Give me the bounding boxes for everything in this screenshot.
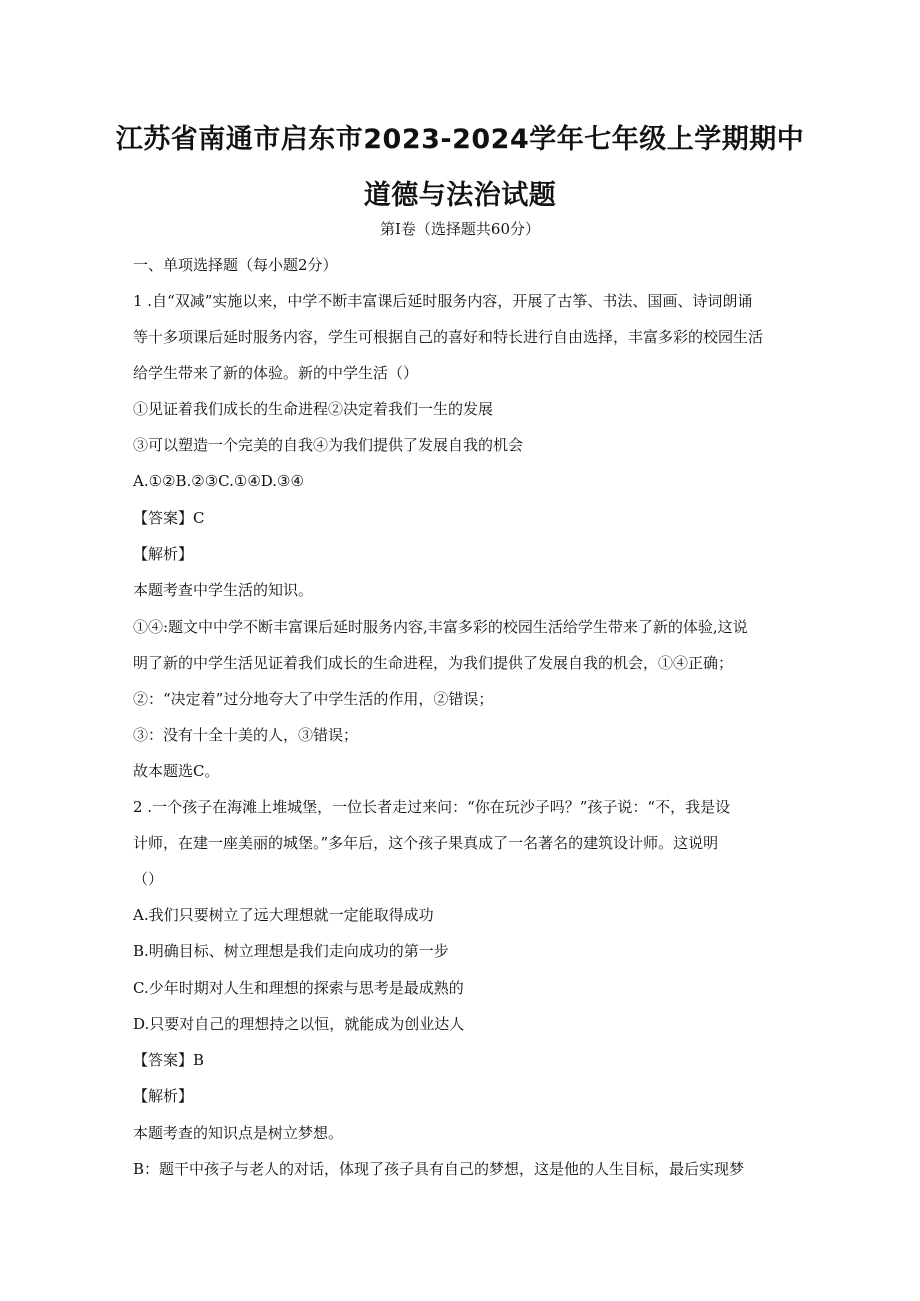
q2-stem-line: 计师，在建一座美丽的城堡。”多年后，这个孩子果真成了一名著名的建筑设计师。这说明 (133, 834, 719, 852)
q1-stem-line: 1 .自“双减”实施以来，中学不断丰富课后延时服务内容，开展了古筝、书法、国画、诗词朗诵 (133, 292, 753, 310)
q2-option: A.我们只要树立了远大理想就一定能取得成功 (133, 906, 434, 924)
document-title-line-2: 道德与法治试题 (363, 180, 557, 211)
q1-statement-line: ③可以塑造一个完美的自我④为我们提供了发展自我的机会 (133, 436, 524, 454)
q2-analysis-label: 【解析】 (133, 1087, 194, 1105)
q1-statement-line: ①见证着我们成长的生命进程②决定着我们一生的发展 (133, 400, 494, 418)
document-title-line-1: 江苏省南通市启东市2023-2024学年七年级上学期期中 (115, 124, 805, 155)
q1-analysis-line: ③：没有十全十美的人，③错误； (133, 726, 359, 744)
q1-analysis-label: 【解析】 (133, 545, 194, 563)
q2-stem-line: （） (133, 870, 164, 888)
q2-analysis-line: 本题考查的知识点是树立梦想。 (133, 1124, 344, 1142)
q1-stem-line: 给学生带来了新的体验。新的中学生活（） (133, 364, 419, 382)
q1-options: A.①②B.②③C.①④D.③④ (133, 472, 304, 490)
q2-stem-line: 2 .一个孩子在海滩上堆城堡，一位长者走过来问：“你在玩沙子吗？”孩子说：“不，我是设 (133, 798, 731, 816)
paper-section-subtitle: 第Ⅰ卷（选择题共60分） (379, 220, 540, 238)
q1-analysis-line: ①④:题文中中学不断丰富课后延时服务内容,丰富多彩的校园生活给学生带来了新的体验,这说 (133, 618, 748, 636)
q2-option: B.明确目标、树立理想是我们走向成功的第一步 (133, 942, 449, 960)
q1-analysis-line: 明了新的中学生活见证着我们成长的生命进程，为我们提供了发展自我的机会，①④正确； (133, 654, 734, 672)
q1-analysis-line: 故本题选C。 (133, 762, 220, 780)
q1-stem-line: 等十多项课后延时服务内容，学生可根据自己的喜好和特长进行自由选择，丰富多彩的校园生活 (133, 328, 764, 346)
q1-analysis-line: ②：“决定着”过分地夸大了中学生活的作用，②错误； (133, 690, 494, 708)
q2-analysis-line: B：题干中孩子与老人的对话，体现了孩子具有自己的梦想，这是他的人生目标，最后实现梦 (133, 1160, 745, 1178)
q2-option: D.只要对自己的理想持之以恒，就能成为创业达人 (133, 1015, 465, 1033)
q2-answer: 【答案】B (133, 1051, 205, 1069)
section-heading: 一、单项选择题（每小题2分） (133, 256, 338, 274)
q1-answer: 【答案】C (133, 509, 205, 527)
q2-option: C.少年时期对人生和理想的探索与思考是最成熟的 (133, 979, 464, 997)
q1-analysis-line: 本题考查中学生活的知识。 (133, 581, 314, 599)
